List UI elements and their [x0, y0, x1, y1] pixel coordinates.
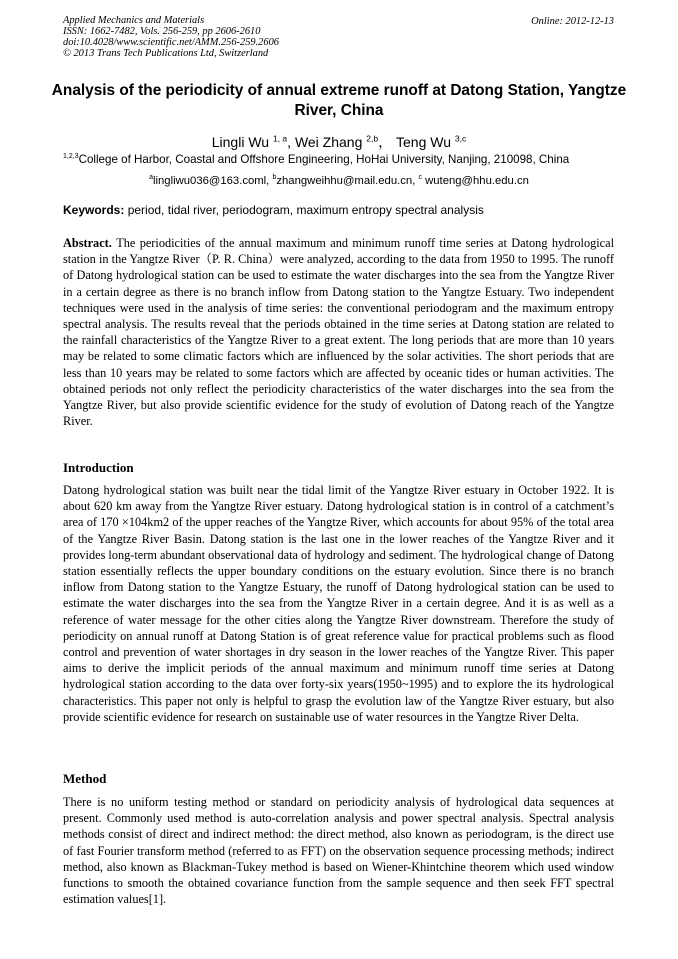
copyright-line: © 2013 Trans Tech Publications Ltd, Switzerland — [63, 48, 269, 59]
journal-name: Applied Mechanics and Materials — [63, 15, 205, 26]
author-list — [0, 132, 678, 152]
author-superscript: 2,b — [366, 133, 379, 144]
introduction-paragraph: Datong hydrological station was built near the tidal limit of the Yangtze River estuary in October 1922. It is about 620 km away from the Yangtze River estuary. Datong hydrological station is in control of a catchment’s area of 170 ×104km2 of the upper reaches of the Yangtze River, which accounts for about 95% of the total area of the Yangtze River Basin. Datong station is the last one in the lower reaches of the Yangtze River and it provides long-term abundant observational data of hydrology and sediment. The hydrological change of Datong station essentially reflects the upper boundary conditions on the estuary evolution. Since there is no branch inflow from Datong station to the Yangtze Estuary, the runoff of Datong hydrological station can be used to estimate the water discharges into the sea from the Yangtze River in a certain degree. And it is as well as a reference of water message for the other cities along the Yangtze River downstream. Therefore the study of periodicity on annual runoff at Datong Station is of great reference value for practical problems such as flood control and prevention of water shortages in dry season in the lower reaches of the Yangtze River. This paper aims to derive the implicit periods of the annual maximum and minimum runoff time series at Datong hydrological station according to the data over forty-six years(1950~1995) and to explore the its hydrological characteristics. This paper not only is helpful to grasp the evolution law of the Yangtze River estuary, but also provide scientific evidence for research on sustainable use of water resources in the Yangtze River Delta. — [63, 483, 614, 724]
author-superscript: 1, a — [272, 133, 288, 144]
affiliation-superscript: 1,2,3 — [63, 153, 79, 161]
method-heading: Method — [63, 771, 107, 786]
author-name: Lingli Wu — [211, 134, 270, 150]
affiliation — [63, 153, 569, 166]
abstract-label: Abstract. — [63, 236, 112, 250]
email-address[interactable]: lingliwu036@163.coml, — [152, 174, 273, 187]
email-address[interactable]: wuteng@hhu.edu.cn — [425, 174, 529, 187]
online-date: Online: 2012-12-13 — [531, 16, 614, 27]
introduction-heading: Introduction — [63, 460, 134, 475]
email-superscript: a — [149, 174, 153, 181]
author-separator: , — [287, 134, 295, 150]
author-name: Teng Wu — [396, 134, 451, 150]
email-superscript: c — [418, 174, 422, 181]
method-paragraph: There is no uniform testing method or standard on periodicity analysis of hydrological data sequences at present. Commonly used method is auto-correlation analysis and power spectral analysis. Spectral analysis methods consist of direct and indirect method: the direct method, also known as periodogram, is the direct use of fast Fourier transform method (referred to as FFT) on the observation sequence processing methods; indirect method, also known as Blackman-Tukey method is based on Wiener-Khintchine theorem which used window functions to smooth the obtained covariance function from the sample sequence and then seek FFT spectral estimation values[1]. — [63, 795, 614, 907]
keywords-label: Keywords: — [63, 203, 125, 217]
email-superscript: b — [272, 174, 277, 181]
doi-link[interactable]: doi:10.4028/www.scientific.net/AMM.256-259.2606 — [63, 37, 279, 48]
affiliation-text: College of Harbor, Coastal and Offshore Engineering, HoHai University, Nanjing, 210098, China — [78, 153, 570, 166]
author-superscript: 3,c — [454, 133, 467, 144]
keywords-line — [63, 203, 484, 217]
issn-line: ISSN: 1662-7482, Vols. 256-259, pp 2606-2610 — [63, 26, 261, 37]
paper-title: Analysis of the periodicity of annual extreme runoff at Datong Station, Yangtze River, China — [51, 82, 627, 119]
author-name: Wei Zhang — [294, 134, 363, 150]
author-separator: ， — [378, 134, 393, 150]
email-address[interactable]: zhangweihhu@mail.edu.cn, — [276, 174, 419, 187]
abstract-paragraph — [63, 235, 614, 429]
abstract-text: The periodicities of the annual maximum and minimum runoff time series at Datong hydrological station in the Yangtze River（P. R. China）were analyzed, according to the data from 1950 to 1995. The runoff of Datong hydrological station can be used to estimate the water discharges into the sea from the Yangtze River in a certain degree as there is no branch inflow from Datong station to the Yangtze Estuary. Two independent techniques were used in the analysis of time series: the conventional periodogram and the maximum entropy spectral analysis. The results reveal that the periods obtained in the time series at Datong station are related to the rainfall characteristics of the Yangtze River to a great extent. The long periods that are more than 10 years may be related to some climatic factors which are influenced by the solar activities. The short periods that are less than 10 years may be related to some factors which are affected by oceanic tides or human activities. The obtained periods not only reflect the periodicity characteristics of the water discharges into the sea from the Yangtze River, but also provide scientific evidence for the study of evolution of Datong reach of the Yangtze River. — [63, 236, 614, 429]
email-list — [0, 174, 678, 187]
keywords-text: period, tidal river, periodogram, maximum entropy spectral analysis — [127, 203, 484, 217]
